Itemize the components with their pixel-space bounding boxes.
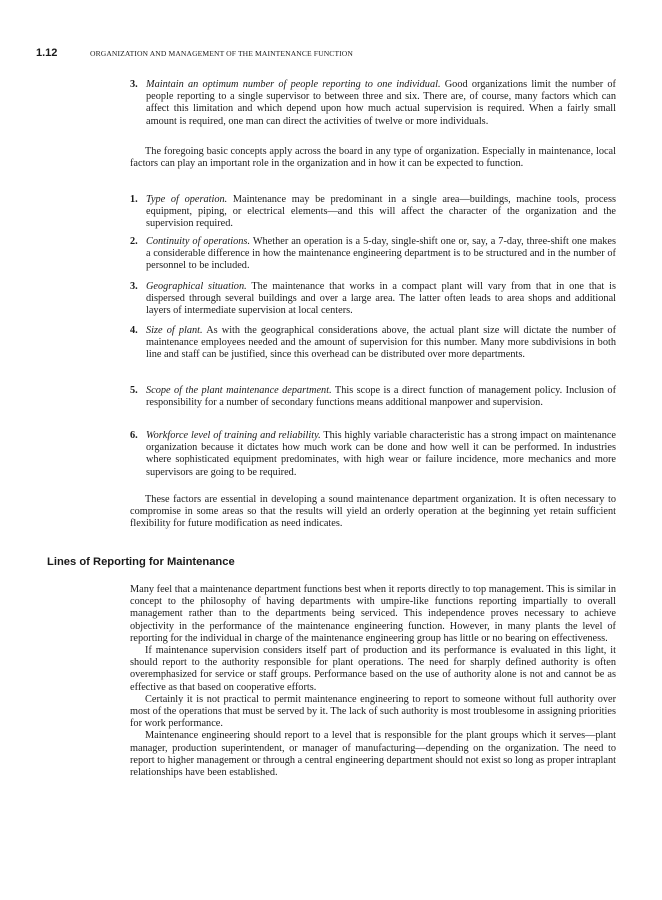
factor-item bbox=[130, 325, 616, 362]
closing-paragraph: These factors are essential in developing a sound maintenance department organization. It is often necessary to compromise in some areas so that the results will yield an orderly operation at the beginning yet retain sufficient flexibility for future modification as need indicates. bbox=[130, 494, 616, 530]
item-body: As with the geographical considerations above, the actual plant size will dictate the number of maintenance employees needed and the amount of supervision for this number. Many more subdivisions in both line and staff can be justified, since this overhead can be distributed over more departments. bbox=[146, 325, 616, 361]
item-body: This scope is a direct function of management policy. Inclusion of responsibility for a number of secondary functions means additional manpower and supervision. bbox=[146, 385, 616, 409]
item-title: Continuity of operations. bbox=[146, 236, 251, 247]
section-paragraph: Maintenance engineering should report to a level that is responsible for the plant groups which it serves—plant manager, production superintendent, or manager of manufacturing—depending on the organization. The need to report to higher management or through a central engineering department should not exist so long as proper intraplant relationships have been established. bbox=[130, 730, 616, 779]
item-number: 5. bbox=[130, 385, 138, 396]
item-title: Scope of the plant maintenance department. bbox=[146, 385, 332, 396]
item-title: Size of plant. bbox=[146, 325, 203, 336]
item-number: 4. bbox=[130, 325, 138, 336]
factor-item bbox=[130, 281, 616, 318]
item-title: Geographical situation. bbox=[146, 281, 247, 292]
item-body: Maintenance may be predominant in a single area—buildings, machine tools, process equipment, piping, or electrical elements—and this will affect the character of the organization and the supervision required. bbox=[146, 194, 617, 230]
running-head: ORGANIZATION AND MANAGEMENT OF THE MAINTENANCE FUNCTION bbox=[90, 49, 353, 58]
item-body: Good organizations limit the number of people reporting to a single supervisor to between three and six. There are, of course, many factors which can affect this limitation and which depend upon how much actual supervision is required. When a fairly small amount is required, one man can direct the activities of twelve or more individuals. bbox=[146, 79, 616, 127]
item-text bbox=[146, 281, 616, 318]
item-text bbox=[146, 194, 616, 231]
principle-item-3 bbox=[130, 79, 616, 128]
factor-item bbox=[130, 385, 616, 409]
item-number: 1. bbox=[130, 194, 138, 205]
section-heading: Lines of Reporting for Maintenance bbox=[47, 556, 235, 568]
item-text bbox=[146, 79, 616, 128]
item-text bbox=[146, 430, 616, 479]
factor-item bbox=[130, 430, 616, 479]
intro-paragraph: The foregoing basic concepts apply across the board in any type of organization. Especially in maintenance, local factors can play an important role in the organization and in how it can be expected to function. bbox=[130, 146, 616, 170]
item-title: Workforce level of training and reliability. bbox=[146, 430, 321, 441]
section-paragraph: If maintenance supervision considers itself part of production and its performance is evaluated in this light, it should report to the authority responsible for plant operations. The need for sharply defined authority is often overemphasized for service or staff groups. Performance based on the use of authority alone is not and cannot be as effective as that based on cooperative efforts. bbox=[130, 645, 616, 693]
factor-item bbox=[130, 236, 616, 273]
item-text bbox=[146, 325, 616, 362]
section-paragraph: Many feel that a maintenance department functions best when it reports directly to top management. This is similar in concept to the philosophy of having departments with umpire-like functions reporting impartially to overall management rather than to the departments being serviced. This independence proves necessary to achieve objectivity in the performance of the maintenance engineering function. However, in many plants the level of reporting for the individual in charge of the maintenance engineering group has little or no bearing on effectiveness. bbox=[130, 584, 616, 644]
section-body bbox=[130, 584, 616, 779]
item-number: 6. bbox=[130, 430, 138, 441]
factor-item bbox=[130, 194, 616, 231]
item-body: The maintenance that works in a compact plant will vary from that in one that is dispersed through several buildings and over a large area. The latter often leads to area shops and additional layers of intermediate supervision at local centers. bbox=[146, 281, 617, 317]
section-paragraph: Certainly it is not practical to permit maintenance engineering to report to someone without full authority over most of the operations that must be served by it. The lack of such authority is most troublesome in assigning priorities for work performance. bbox=[130, 693, 616, 730]
page-number: 1.12 bbox=[36, 47, 58, 59]
item-title: Maintain an optimum number of people reporting to one individual. bbox=[146, 79, 441, 90]
item-text bbox=[146, 236, 616, 273]
item-body: Whether an operation is a 5-day, single-shift one or, say, a 7-day, three-shift one makes a considerable difference in how the maintenance engineering department is to be structured and in the number of personnel to be included. bbox=[146, 236, 617, 272]
item-title: Type of operation. bbox=[146, 194, 228, 205]
item-text bbox=[146, 385, 616, 409]
item-number: 3. bbox=[130, 281, 138, 292]
item-number: 3. bbox=[130, 79, 138, 90]
page-header bbox=[36, 47, 626, 61]
item-body: This highly variable characteristic has a strong impact on maintenance organization because it dictates how much work can be done and how well it can be performed. In industries where sophisticated equipment predominates, with high wear or failure incidence, more mechanics and more supervisors are going to be required. bbox=[146, 430, 616, 478]
item-number: 2. bbox=[130, 236, 138, 247]
